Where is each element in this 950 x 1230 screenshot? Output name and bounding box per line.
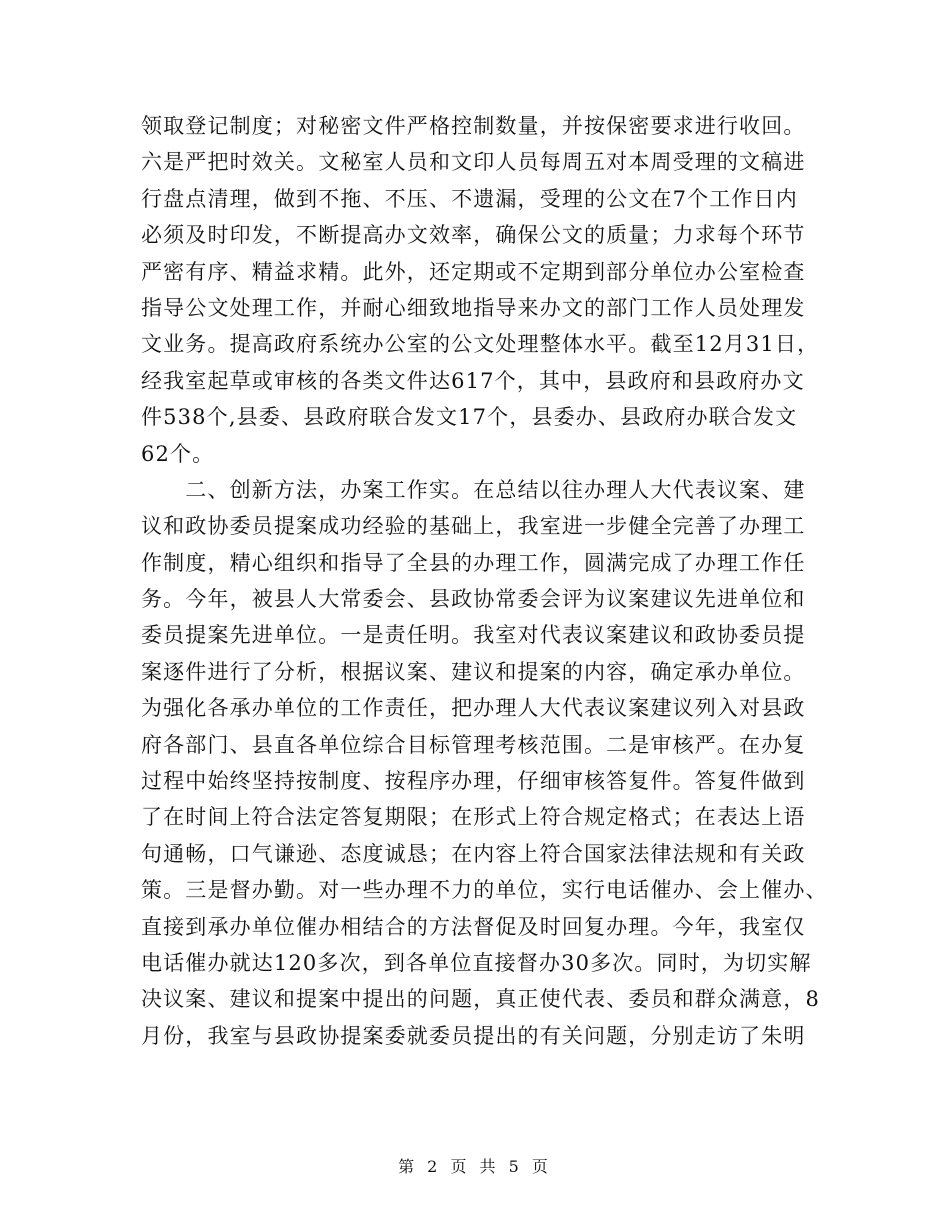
text-line: 务。今年，被县人大常委会、县政协常委会评为议案建议先进单位和 bbox=[141, 587, 806, 612]
text-line: 案逐件进行了分析，根据议案、建议和提案的内容，确定承办单位。 bbox=[141, 659, 806, 684]
text-line: 行盘点清理，做到不拖、不压、不遗漏，受理的公文在7个工作日内 bbox=[141, 186, 798, 211]
text-line: 过程中始终坚持按制度、按程序办理，仔细审核答复件。答复件做到 bbox=[141, 769, 806, 794]
text-line: 府各部门、县直各单位综合目标管理考核范围。二是审核严。在办复 bbox=[141, 732, 806, 757]
text-line: 电话催办就达120多次，到各单位直接督办30多次。同时，为切实解 bbox=[141, 950, 812, 975]
text-line: 62个。 bbox=[141, 441, 215, 466]
text-line: 必须及时印发，不断提高办文效率，确保公文的质量；力求每个环节 bbox=[141, 223, 806, 248]
text-line: 二、创新方法，办案工作实。在总结以往办理人大代表议案、建 bbox=[141, 477, 806, 502]
page-number-footer: 第 2 页 共 5 页 bbox=[398, 1157, 552, 1176]
text-line: 领取登记制度；对秘密文件严格控制数量，并按保密要求进行收回。 bbox=[141, 114, 806, 138]
text-line: 议和政协委员提案成功经验的基础上，我室进一步健全完善了办理工 bbox=[141, 514, 806, 539]
text-line: 直接到承办单位催办相结合的方法督促及时回复办理。今年，我室仅 bbox=[141, 914, 806, 939]
text-line: 决议案、建议和提案中提出的问题，真正使代表、委员和群众满意，8 bbox=[141, 987, 821, 1012]
text-line: 策。三是督办勤。对一些办理不力的单位，实行电话催办、会上催办、 bbox=[141, 878, 828, 903]
text-line: 月份，我室与县政协提案委就委员提出的有关问题，分别走访了朱明 bbox=[141, 1023, 806, 1048]
text-line: 委员提案先进单位。一是责任明。我室对代表议案建议和政协委员提 bbox=[141, 623, 806, 648]
text-line: 文业务。提高政府系统办公室的公文处理整体水平。截至12月31日， bbox=[141, 332, 820, 357]
text-line: 作制度，精心组织和指导了全县的办理工作，圆满完成了办理工作任 bbox=[141, 550, 806, 575]
text-line: 指导公文处理工作，并耐心细致地指导来办文的部门工作人员处理发 bbox=[141, 295, 806, 320]
text-line: 件538个,县委、县政府联合发文17个，县委办、县政府办联合发文 bbox=[141, 405, 798, 430]
document-body bbox=[141, 108, 828, 1054]
text-line: 了在时间上符合法定答复期限；在形式上符合规定格式；在表达上语 bbox=[141, 805, 806, 830]
text-line: 六是严把时效关。文秘室人员和文印人员每周五对本周受理的文稿进 bbox=[141, 150, 806, 175]
text-line: 为强化各承办单位的工作责任，把办理人大代表议案建议列入对县政 bbox=[141, 696, 806, 721]
text-line: 句通畅，口气谦逊、态度诚恳；在内容上符合国家法律法规和有关政 bbox=[141, 841, 806, 866]
text-line: 严密有序、精益求精。此外，还定期或不定期到部分单位办公室检查 bbox=[141, 259, 806, 284]
text-line: 经我室起草或审核的各类文件达617个，其中，县政府和县政府办文 bbox=[141, 368, 805, 393]
